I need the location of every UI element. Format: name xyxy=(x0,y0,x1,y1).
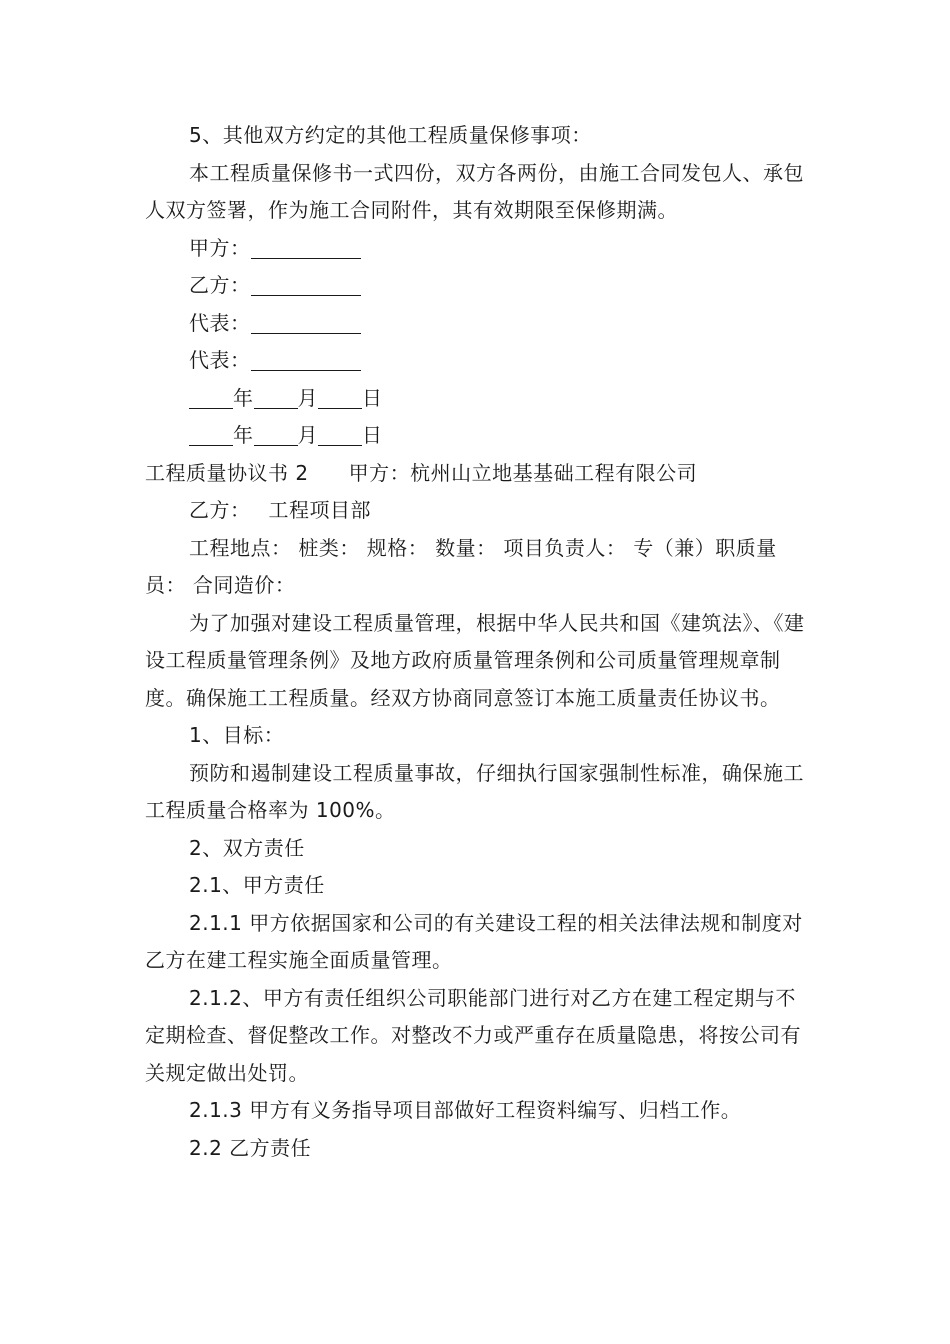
signature-party-b xyxy=(145,267,810,305)
party-b-line xyxy=(145,492,810,530)
section-1-heading: 1、目标： xyxy=(189,723,285,747)
signature-label: 代表： xyxy=(189,310,251,335)
date-blank xyxy=(189,384,233,409)
date-month-label: 月 xyxy=(297,385,318,410)
date-day-label: 日 xyxy=(362,423,383,447)
date-line-2 xyxy=(145,417,810,455)
signature-rep-1 xyxy=(145,305,810,343)
date-blank xyxy=(318,421,362,446)
signature-label: 甲方： xyxy=(189,235,251,260)
date-month-label: 月 xyxy=(297,423,318,447)
signature-blank xyxy=(251,346,361,371)
section-2-heading: 2、双方责任 xyxy=(189,835,305,860)
signature-blank xyxy=(251,271,361,296)
section-2-1-3-text: 2.1.3 甲方有义务指导项目部做好工程资料编写、归档工作。 xyxy=(189,1098,742,1122)
section-2-2-heading: 2.2 乙方责任 xyxy=(189,1135,312,1160)
project-info-fields: 工程地点： 桩类： 规格： 数量： 项目负责人： 专（兼）职质量员： 合同造价： xyxy=(145,535,777,597)
date-blank xyxy=(318,384,362,409)
signature-blank xyxy=(251,309,361,334)
copies-paragraph: 本工程质量保修书一式四份，双方各两份，由施工合同发包人、承包人双方签署，作为施工合同附件，其有效期限至保修期满。 xyxy=(145,160,804,222)
date-year-label: 年 xyxy=(233,385,254,410)
party-b-value: 工程项目部 xyxy=(268,498,371,522)
section-2-1-1-text: 2.1.1 甲方依据国家和公司的有关建设工程的相关法律法规和制度对乙方在建工程实施全面质量管理。 xyxy=(145,910,803,972)
document-body xyxy=(145,117,810,1167)
signature-rep-2 xyxy=(145,342,810,380)
party-b-label: 乙方： xyxy=(189,498,251,522)
section-1-text: 预防和遏制建设工程质量事故，仔细执行国家强制性标准，确保施工工程质量合格率为 100%。 xyxy=(145,760,804,822)
section-2-1-heading: 2.1、甲方责任 xyxy=(189,873,325,897)
purpose-paragraph: 为了加强对建设工程质量管理，根据中华人民共和国《建筑法》、《建设工程质量管理条例》及地方政府质量管理条例和公司质量管理规章制度。确保施工工程质量。经双方协商同意签订本施工质量责任协议书。 xyxy=(145,610,805,710)
party-a-line: 甲方：杭州山立地基基础工程有限公司 xyxy=(348,460,698,485)
date-day-label: 日 xyxy=(362,385,383,410)
agreement-2-heading xyxy=(145,455,810,493)
agreement-title: 工程质量协议书 2 xyxy=(145,460,309,485)
signature-blank xyxy=(251,234,361,259)
clause-5: 5、其他双方约定的其他工程质量保修事项： xyxy=(189,123,592,147)
signature-party-a xyxy=(145,230,810,268)
date-blank xyxy=(254,384,298,409)
section-2-1-2-text: 2.1.2、甲方有责任组织公司职能部门进行对乙方在建工程定期与不定期检查、督促整改工作。对整改不力或严重存在质量隐患，将按公司有关规定做出处罚。 xyxy=(145,985,801,1085)
date-blank xyxy=(254,421,298,446)
date-year-label: 年 xyxy=(233,423,254,447)
date-line-1 xyxy=(145,380,810,418)
date-blank xyxy=(189,421,233,446)
signature-label: 乙方： xyxy=(189,273,251,297)
signature-label: 代表： xyxy=(189,348,251,372)
